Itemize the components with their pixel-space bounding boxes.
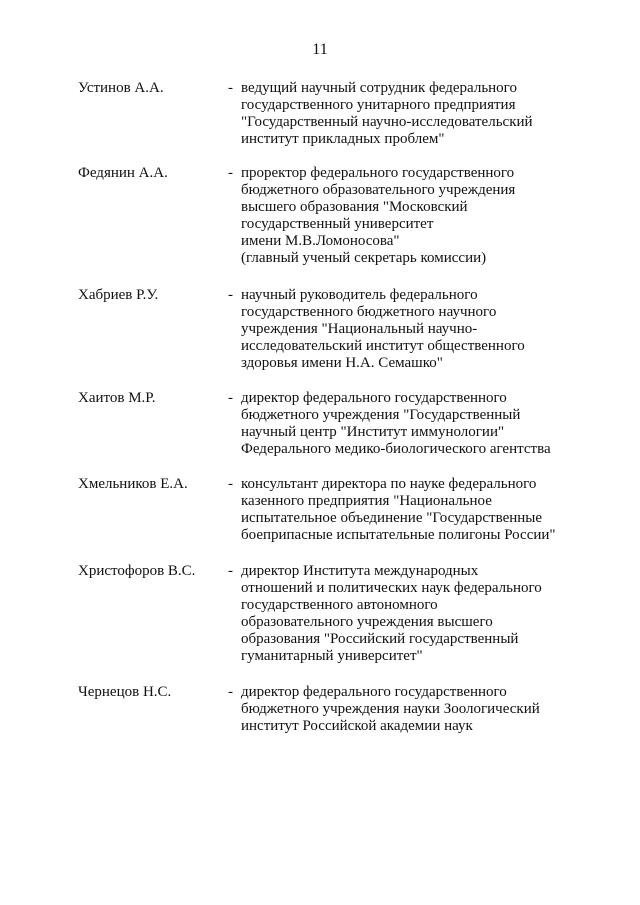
position-line: учреждения "Национальный научно-: [241, 321, 478, 337]
position-line: Федерального медико-биологического агентства: [241, 441, 551, 457]
position-line: бюджетного учреждения науки Зоологический: [241, 701, 540, 717]
position-line: проректор федерального государственного: [241, 165, 515, 181]
dash-separator: -: [228, 563, 233, 579]
position-line: государственного унитарного предприятия: [241, 97, 516, 113]
position-line: ведущий научный сотрудник федерального: [241, 80, 517, 96]
position-line: гуманитарный университет": [241, 648, 423, 664]
position-line: директор федерального государственного: [241, 390, 507, 406]
member-name: Устинов А.А.: [78, 80, 164, 96]
member-position: [241, 684, 571, 735]
position-line: бюджетного учреждения "Государственный: [241, 407, 521, 423]
position-line: (главный ученый секретарь комиссии): [241, 250, 487, 266]
position-line: директор Института международных: [241, 563, 479, 579]
position-line: исследовательский институт общественного: [241, 338, 525, 354]
member-name: Христофоров В.С.: [78, 563, 196, 579]
position-line: образования "Российский государственный: [241, 631, 519, 647]
position-line: имени М.В.Ломоносова": [241, 233, 400, 249]
position-line: казенного предприятия "Национальное: [241, 493, 492, 509]
position-line: государственного автономного: [241, 597, 438, 613]
position-line: высшего образования "Московский: [241, 199, 468, 215]
member-name: Хмельников Е.А.: [78, 476, 188, 492]
member-name: Федянин А.А.: [78, 165, 168, 181]
member-position: [241, 80, 571, 148]
position-line: государственный университет: [241, 216, 434, 232]
position-line: бюджетного образовательного учреждения: [241, 182, 516, 198]
dash-separator: -: [228, 165, 233, 181]
dash-separator: -: [228, 476, 233, 492]
page-number: 11: [312, 41, 328, 58]
position-line: здоровья имени Н.А. Семашко": [241, 355, 443, 371]
member-position: [241, 390, 571, 458]
dash-separator: -: [228, 80, 233, 96]
position-line: директор федерального государственного: [241, 684, 507, 700]
member-position: [241, 476, 571, 544]
position-line: научный центр "Институт иммунологии": [241, 424, 505, 440]
member-name: Хабриев Р.У.: [78, 287, 159, 303]
member-position: [241, 287, 571, 372]
position-line: институт прикладных проблем": [241, 131, 445, 147]
position-line: боеприпасные испытательные полигоны России": [241, 527, 556, 543]
position-line: научный руководитель федерального: [241, 287, 478, 303]
dash-separator: -: [228, 684, 233, 700]
member-name: Чернецов Н.С.: [78, 684, 172, 700]
member-name: Хаитов М.Р.: [78, 390, 156, 406]
position-line: институт Российской академии наук: [241, 718, 473, 734]
member-position: [241, 563, 571, 665]
position-line: консультант директора по науке федерального: [241, 476, 537, 492]
position-line: испытательное объединение "Государственные: [241, 510, 543, 526]
dash-separator: -: [228, 287, 233, 303]
position-line: государственного бюджетного научного: [241, 304, 497, 320]
position-line: "Государственный научно-исследовательский: [241, 114, 533, 130]
member-position: [241, 165, 571, 267]
position-line: образовательного учреждения высшего: [241, 614, 493, 630]
dash-separator: -: [228, 390, 233, 406]
position-line: отношений и политических наук федерального: [241, 580, 542, 596]
